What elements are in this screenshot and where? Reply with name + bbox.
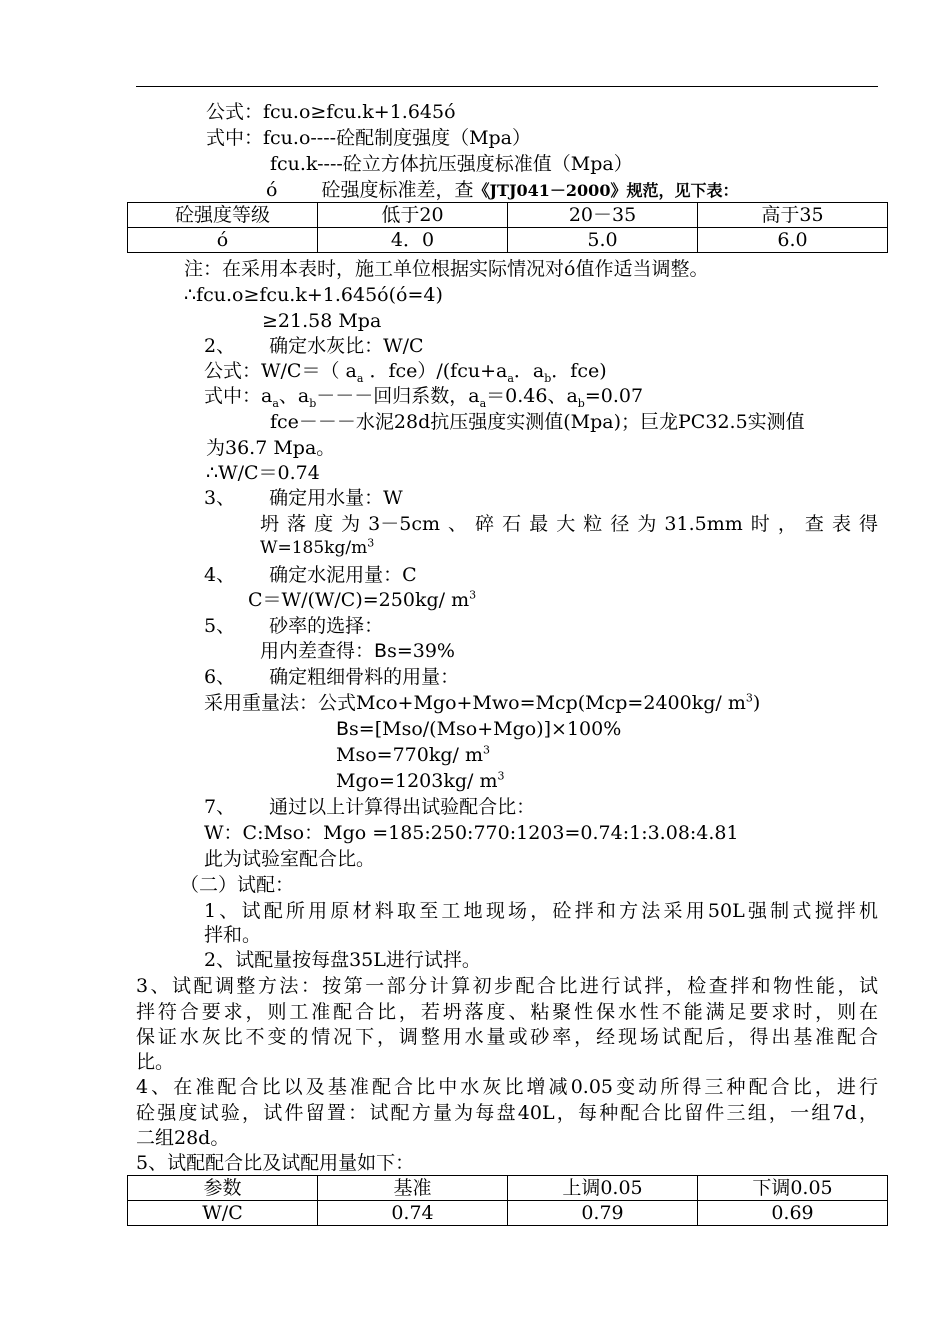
mix-table (127, 1175, 888, 1226)
sand-mass: Mso=770kg/ $m^3$ (336, 743, 490, 766)
formula-line: 公式：fcu.o≥fcu.k+1.645ó (206, 101, 456, 123)
item-2-text: 2、试配量按每盘35L进行试拌。 (204, 949, 481, 971)
step-2-formula: 公式：W/C＝（ $a_a$ ．$fce)/(fcu+a_a$．$a_b$．fce) (204, 360, 607, 385)
table-cell: 0.69 (698, 1201, 888, 1226)
table-cell: 5.0 (508, 228, 698, 253)
fce-definition: fce－－－水泥28d抗压强度实测值(Mpa)；巨龙PC32.5实测值 (270, 411, 805, 433)
table-row (128, 1201, 888, 1226)
item-1-text-cont: 拌和。 (204, 924, 262, 946)
table-cell: 上调0.05 (508, 1176, 698, 1201)
item-4-text: 4、在准配合比以及基准配合比中水灰比增减0.05变动所得三种配合比，进行 (136, 1076, 878, 1098)
table-cell: 基准 (318, 1176, 508, 1201)
cement-amount: C＝W/(W/C)=250kg/ $m^3$ (248, 588, 477, 611)
sigma-table (127, 202, 888, 253)
sigma-symbol: ó (266, 179, 278, 201)
table-header-row (128, 203, 888, 228)
mix-ratio-note: 此为试验室配合比。 (204, 848, 376, 870)
header-rule (136, 86, 878, 87)
table-cell: 4．0 (318, 228, 508, 253)
sand-ratio-formula: Bs=[Mso/(Mso+Mgo)]×100% (336, 718, 622, 740)
sigma-definition-line (266, 177, 738, 204)
table-cell: 低于20 (318, 203, 508, 228)
item-3-text: 拌符合要求，则工准配合比，若坍落度、粘聚性保水性不能满足要求时，则在 (136, 1001, 878, 1023)
step-7-heading: 7、 通过以上计算得出试验配合比： (204, 796, 536, 818)
calc-result: ≥21.58 Mpa (262, 310, 382, 332)
table-cell: 参数 (128, 1176, 318, 1201)
calc-line: ∴fcu.o≥fcu.k+1.645ó(ó=4) (184, 284, 443, 306)
item-4-text: 砼强度试验，试件留置：试配方量为每盘40L，每种配合比留件三组，一组7d， (136, 1102, 878, 1124)
water-amount: $W=185kg/m^3$ (260, 536, 375, 558)
mix-ratio: W：C:Mso：Mgo =185:250:770:1203=0.74:1:3.08:4.81 (204, 822, 739, 844)
step-2-heading: 2、 确定水灰比：W/C (204, 335, 424, 357)
table-header-row (128, 1176, 888, 1201)
item-3-text-end: 比。 (136, 1051, 175, 1073)
wc-result: ∴W/C＝0.74 (206, 462, 320, 484)
section-2-title: （二）试配： (180, 874, 295, 896)
gravel-mass: Mgo=1203kg/ $m^3$ (336, 769, 505, 792)
step-4-heading: 4、 确定水泥用量：C (204, 564, 417, 586)
table-cell: 砼强度等级 (128, 203, 318, 228)
table-cell: 下调0.05 (698, 1176, 888, 1201)
step-5-heading: 5、 砂率的选择： (204, 615, 384, 637)
item-3-text: 保证水灰比不变的情况下，调整用水量或砂率，经现场试配后，得出基准配合 (136, 1026, 878, 1048)
table-cell: 0.79 (508, 1201, 698, 1226)
step-3-text: 坍落度为3－5cm、碎石最大粒径为31.5mm时，查表得 (260, 513, 878, 535)
weight-method-formula: 采用重量法：公式Mco+Mgo+Mwo=Mcp(Mcp=2400kg/ $m^3$) (204, 691, 761, 714)
table-cell: 20－35 (508, 203, 698, 228)
item-1-text: 1、试配所用原材料取至工地现场，砼拌和方法采用50L强制式搅拌机 (204, 900, 878, 922)
item-3-text: 3、试配调整方法：按第一部分计算初步配合比进行试拌，检查拌和物性能，试 (136, 975, 878, 997)
table-cell: ó (128, 228, 318, 253)
table-note: 注：在采用本表时，施工单位根据实际情况对ó值作适当调整。 (184, 258, 709, 280)
formula-where-line: 式中：fcu.o----砼配制度强度（Mpa） (206, 127, 532, 149)
step-3-heading: 3、 确定用水量：W (204, 487, 403, 509)
step-2-where: 式中：$a_a$、$a_b---$回归系数，$a_a=0.46$、$a_b=0.07$ (204, 385, 644, 410)
formula-definition-line: fcu.k----砼立方体抗压强度标准值（Mpa） (270, 153, 633, 175)
standard-reference: 《JTJ041－2000》规范，见下表： (473, 181, 739, 200)
table-cell: 0.74 (318, 1201, 508, 1226)
sigma-text: 砼强度标准差，查 (321, 179, 474, 201)
table-row (128, 228, 888, 253)
table-cell: 6.0 (698, 228, 888, 253)
fce-value: 为36.7 Mpa。 (206, 437, 336, 459)
item-4-text-end: 二组28d。 (136, 1127, 230, 1149)
item-5-text: 5、试配配合比及试配用量如下： (136, 1152, 415, 1174)
table-cell: W/C (128, 1201, 318, 1226)
step-6-heading: 6、 确定粗细骨料的用量： (204, 666, 460, 688)
table-cell: 高于35 (698, 203, 888, 228)
sand-ratio: 用内差查得：Bs=39% (260, 640, 455, 662)
